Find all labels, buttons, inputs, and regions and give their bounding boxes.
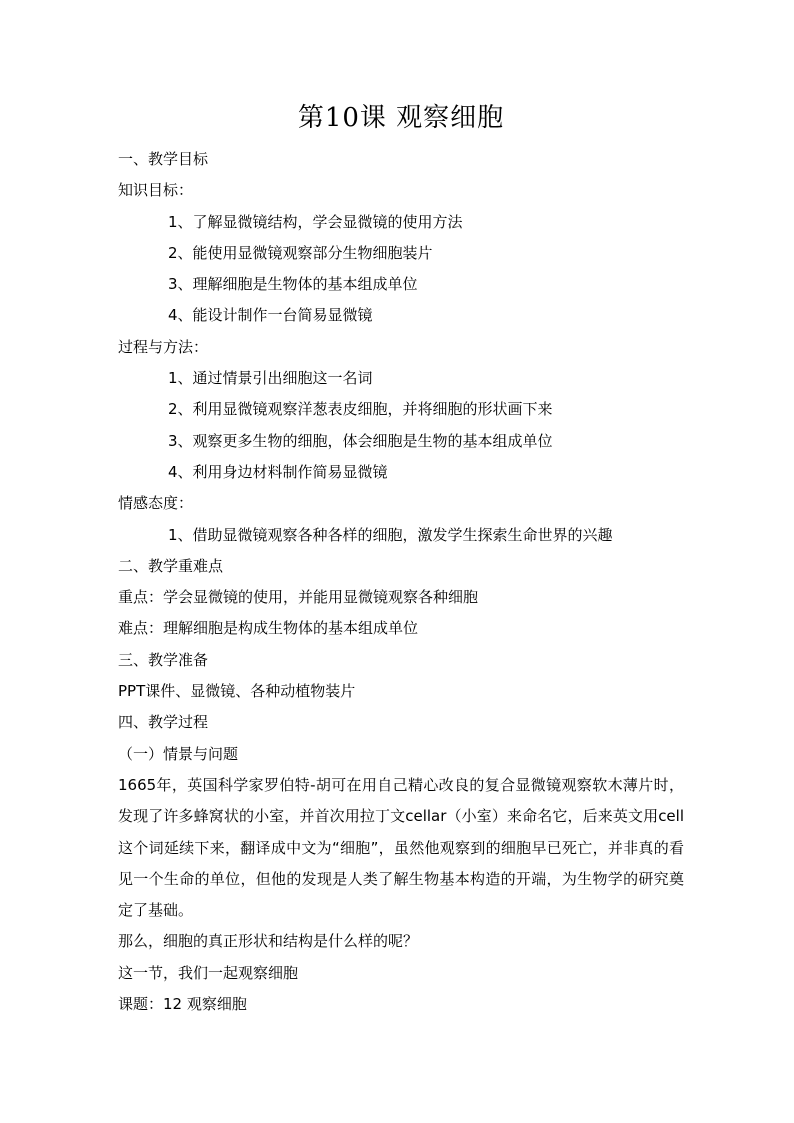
- materials-text: PPT课件、显微镜、各种动植物装片: [118, 682, 356, 701]
- section-heading-key-points: 二、教学重难点: [118, 556, 224, 575]
- list-item: 2、能使用显微镜观察部分生物细胞装片: [168, 243, 433, 262]
- list-item: 1、借助显微镜观察各种各样的细胞，激发学生探索生命世界的兴趣: [168, 525, 613, 544]
- list-item: 3、理解细胞是生物体的基本组成单位: [168, 275, 418, 294]
- knowledge-label: 知识目标：: [118, 181, 194, 200]
- intro-text: 这一节，我们一起观察细胞: [118, 963, 299, 982]
- section-heading-objectives: 一、教学目标: [118, 150, 209, 168]
- list-item: 4、利用身边材料制作简易显微镜: [168, 462, 388, 481]
- subsection-heading: （一）情景与问题: [118, 744, 239, 763]
- list-item: 4、能设计制作一台简易显微镜: [168, 306, 373, 325]
- question-text: 那么，细胞的真正形状和结构是什么样的呢？: [118, 932, 419, 951]
- list-item: 1、通过情景引出细胞这一名词: [168, 369, 373, 388]
- document-title: 第10课 观察细胞: [297, 103, 505, 133]
- list-item: 3、观察更多生物的细胞，体会细胞是生物的基本组成单位: [168, 431, 553, 450]
- process-label: 过程与方法：: [118, 337, 209, 356]
- section-heading-preparation: 三、教学准备: [118, 650, 209, 669]
- list-item: 1、了解显微镜结构，学会显微镜的使用方法: [168, 212, 463, 231]
- key-point: 重点：学会显微镜的使用，并能用显微镜观察各种细胞: [118, 588, 479, 607]
- difficulty-point: 难点：理解细胞是构成生物体的基本组成单位: [118, 619, 419, 638]
- section-heading-process: 四、教学过程: [118, 713, 209, 732]
- topic-text: 课题：12 观察细胞: [118, 995, 247, 1014]
- document-page: [118, 96, 684, 1020]
- emotion-label: 情感态度：: [118, 494, 194, 513]
- list-item: 2、利用显微镜观察洋葱表皮细胞，并将细胞的形状画下来: [168, 400, 553, 419]
- story-paragraph: 1665年，英国科学家罗伯特-胡可在用自己精心改良的复合显微镜观察软木薄片时，发现了许多蜂窝状的小室，并首次用拉丁文cellar（小室）来命名它，后来英文用cell这个词延续下来，翻译成中文为“细胞”，虽然他观察到的细胞早已死亡，并非真的看见一个生命的单位，但他的发现是人类了解生物基本构造的开端，为生物学的研究奠定了基础。: [118, 775, 684, 920]
